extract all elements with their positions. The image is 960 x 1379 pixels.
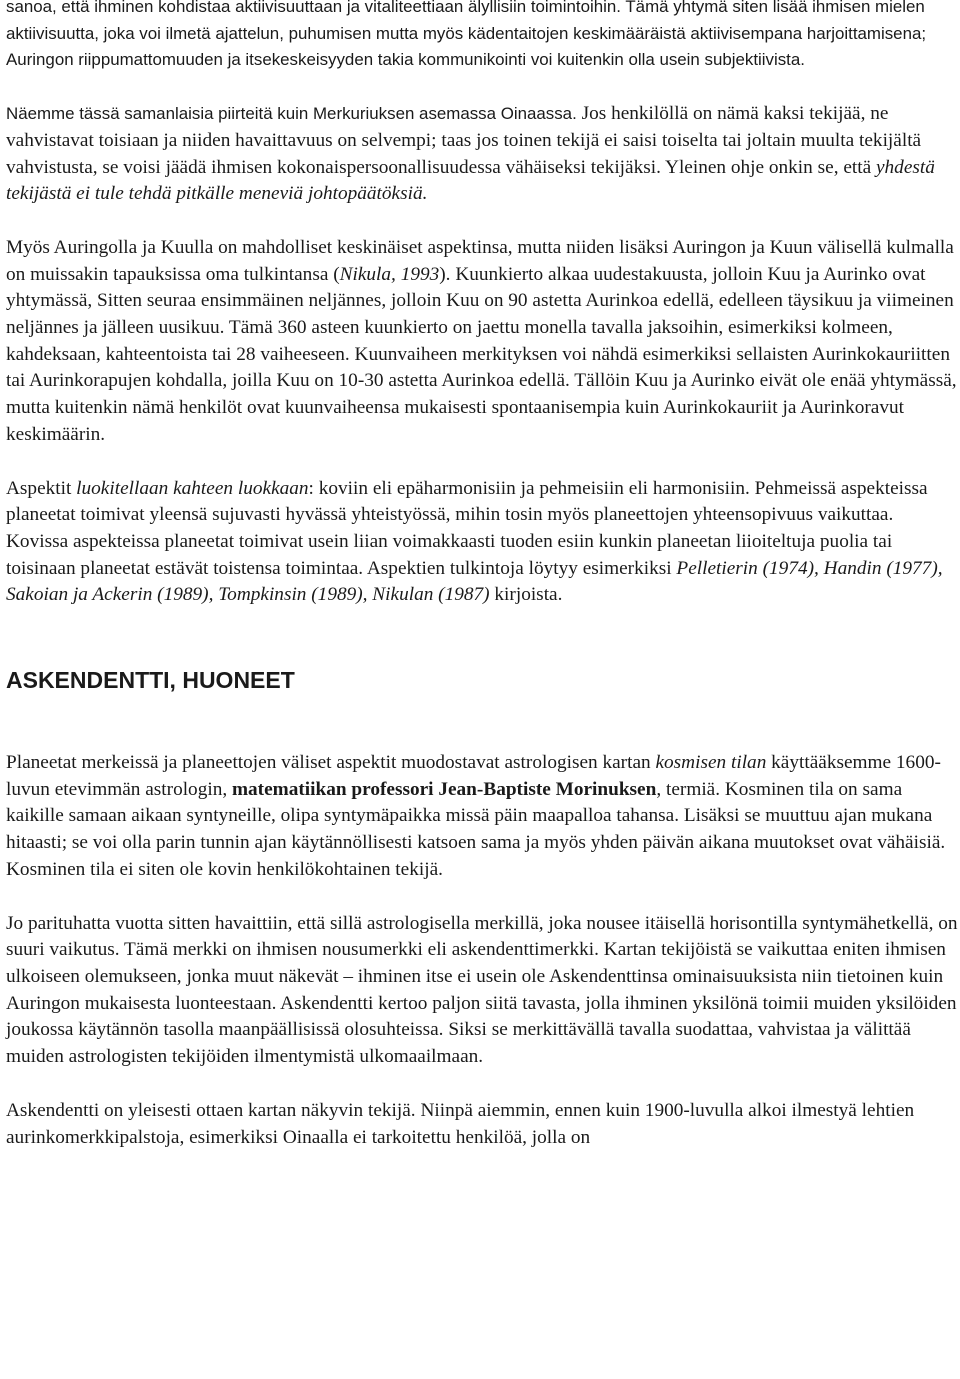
paragraph-5-part-c: , termiä. Kosminen tila on sama kaikille samaan aikaan syntyneille, olipa syntymäpaikka missä päin maapalloa tahansa. Lisäksi se muuttuu ajan mukana hitaasti; se voi olla parin tunnin ajan käytännöllisesti katsoen sama ja myös yhden päivän aikana muutokset ovat vähäisiä. Kosminen tila ei siten ole kovin henkilökohtainen tekijä. [6,778,946,880]
paragraph-2-lead: Näemme tässä samanlaisia piirteitä kuin Merkuriuksen asemassa Oinaassa. [6,104,577,124]
paragraph-2 [6,101,958,208]
paragraph-4-references: Pelletierin (1974), Handin (1977), Sakoian ja Ackerin (1989), Tompkinsin (1989), Nikulan (1987) [6,557,943,606]
paragraph-7-text: Askendentti on yleisesti ottaen kartan näkyvin tekijä. Niinpä aiemmin, ennen kuin 1900-luvulla alkoi ilmestyä lehtien aurinkomerkkipalstoja, esimerkiksi Oinaalla ei tarkoitettu henkilöä, jolla on [6,1099,915,1148]
paragraph-4-part-a: Aspektit [6,477,77,499]
paragraph-2-body: Jos henkilöllä on nämä kaksi tekijää, ne vahvistavat toisiaan ja niiden havaittavuus on selvempi; taas jos toinen tekijä ei saisi toiselta tai joltain muulta tekijältä vahvistusta, se voisi jäädä ihmisen kokonaispersoonallisuudessa vähäiseksi tekijäksi. Yleinen ohje onkin se, että [6,103,922,178]
paragraph-6 [6,911,958,1071]
paragraph-1 [6,0,958,74]
paragraph-3-part-b: ). Kuunkierto alkaa uudestakuusta, jolloin Kuu ja Aurinko ovat yhtymässä, Sitten seuraa ensimmäinen neljännes, jolloin Kuu on 90 astetta Aurinkoa edellä, edelleen täysikuu ja viimeinen neljännes ja jälleen uusikuu. Tämä 360 asteen kuunkierto on jaettu monella tavalla jaksoihin, esimerkiksi kolmeen, kahdeksaan, kahteentoista tai 28 vaiheeseen. Kuunvaiheen merkityksen voi nähdä esimerkiksi sellaisten Aurinkokauriitten tai Aurinkorapujen kohdalla, joilla Kuu on 10-30 astetta Aurinkoa edellä. Tällöin Kuu ja Aurinko eivät ole enää yhtymässä, mutta kuitenkin nämä henkilöt ovat kuunvaiheensa mukaisesti spontaanisempia kuin Aurinkokauriit ja Aurinkoravut keskimäärin. [6,263,957,445]
paragraph-5-italic: kosmisen tilan [655,752,767,774]
paragraph-4-italic-1: luokitellaan kahteen luokkaan [76,477,309,499]
section-heading: ASKENDENTTI, HUONEET [6,667,295,694]
paragraph-4-part-c: kirjoista. [489,584,563,606]
paragraph-5-part-b: käyttääksemme 1600-luvun etevimmän astrologin, [6,752,941,800]
paragraph-6-text: Jo parituhatta vuotta sitten havaittiin, että sillä astrologisella merkillä, joka nousee itäisellä horisontilla syntymähetkellä, on suuri vaikutus. Tämä merkki on ihmisen nousumerkki eli askendenttimerkki. Kartan tekijöistä se vaikuttaa eniten ihmisen ulkoiseen olemukseen, jonka muut näkevät – ihminen itse ei usein ole Askendenttinsa ominaisuuksista niin tietoinen kuin Auringon mukaisesta luonteestaan. Askendentti kertoo paljon siitä tavasta, jolla ihminen yksilönä toimii muiden yksilöiden joukossa käytännön tasolla maanpäällisissä olosuhteissa. Siksi se merkittävällä tavalla suodattaa, vahvistaa ja välittää muiden astrologisten tekijöiden ilmentymistä ulkomaailmaan. [6,912,958,1068]
paragraph-3 [6,235,958,449]
paragraph-3-citation: Nikula, 1993 [339,263,440,285]
paragraph-3-part-a: Myös Auringolla ja Kuulla on mahdolliset keskinäiset aspektinsa, mutta niiden lisäksi Auringon ja Kuun välisellä kulmalla on muissakin tapauksissa oma tulkintansa ( [6,236,954,285]
paragraph-1-text: sanoa, että ihminen kohdistaa aktiivisuuttaan ja vitaliteettiaan älyllisiin toimintoihin. Tämä yhtymä siten lisää ihmisen mielen aktiivisuutta, joka voi ilmetä ajattelun, puhumisen mutta myös kädentaitojen keskimääräistä aktiivisempana harjoittamisena; Auringon riippumattomuuden ja itsekeskeisyyden takia kommunikointi voi kuitenkin olla usein subjektiivista. [6,0,927,70]
paragraph-2-italic: yhdestä tekijästä ei tule tehdä pitkälle meneviä johtopäätöksiä. [6,156,935,205]
paragraph-5-part-a: Planeetat merkeissä ja planeettojen väliset aspektit muodostavat astrologisen kartan [6,752,656,774]
paragraph-5 [6,750,958,884]
paragraph-7 [6,1098,958,1151]
paragraph-4 [6,476,958,610]
paragraph-4-part-b: : koviin eli epäharmonisiin ja pehmeisiin eli harmonisiin. Pehmeissä aspekteissa planeetat toimivat yleensä sujuvasti hyvässä yhteistyössä, mihin tosin myös planeettojen yhteensopivuus vaikuttaa. Kovissa aspekteissa planeetat toimivat usein liian voimakkaasti tuoden esiin kunkin planeetan liioiteltuja puolia tai toisinaan planeetat estävät toistensa toimintaa. Aspektien tulkintoja löytyy esimerkiksi [6,477,928,579]
paragraph-5-bold: matematiikan professori Jean-Baptiste Morinuksen [231,778,657,800]
